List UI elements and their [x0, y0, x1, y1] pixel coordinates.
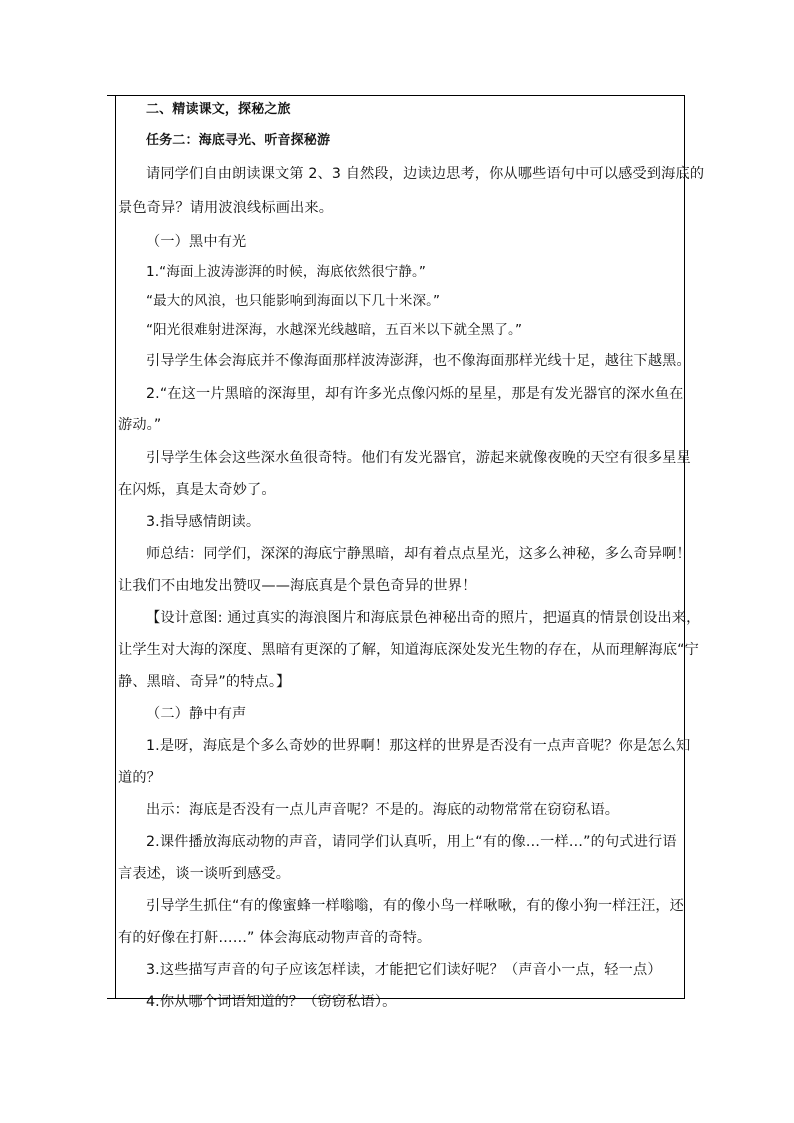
paragraph-line: 道的？ [118, 770, 162, 786]
paragraph-line: 让我们不由地发出赞叹——海底真是个景色奇异的世界！ [118, 578, 477, 594]
paragraph-line: 引导学生抓住“有的像蜜蜂一样嗡嗡，有的像小鸟一样啾啾，有的像小狗一样汪汪，还 [146, 898, 684, 914]
paragraph-line: 师总结：同学们，深深的海底宁静黑暗，却有着点点星光，这多么神秘，多么奇异啊！ [146, 546, 691, 562]
section-heading: 二、精读课文，探秘之旅 [146, 102, 291, 117]
paragraph-line: 引导学生体会海底并不像海面那样波涛澎湃，也不像海面那样光线十足，越往下越黑。 [146, 353, 691, 369]
paragraph-line: 有的好像在打鼾……” 体会海底动物声音的奇特。 [118, 930, 432, 946]
quote-line: “最大的风浪，也只能影响到海面以下几十米深。” [146, 293, 441, 309]
paragraph-line: 4.你从哪个词语知道的？（窃窃私语）。 [146, 994, 397, 1010]
paragraph-line: 2.课件播放海底动物的声音，请同学们认真听，用上“有的像…一样…”的句式进行语 [146, 834, 677, 850]
quote-line: 1.“海面上波涛澎湃的时候，海底依然很宁静。” [146, 264, 427, 280]
paragraph-line: 在闪烁，真是太奇妙了。 [118, 482, 276, 498]
design-intent-line: 让学生对大海的深度、黑暗有更深的了解，知道海底深处发光生物的存在，从而理解海底“宁 [118, 642, 700, 658]
paragraph-line: 1.是呀，海底是个多么奇妙的世界啊！那这样的世界是否没有一点声音呢？你是怎么知 [146, 738, 691, 754]
paragraph-line: 引导学生体会这些深水鱼很奇特。他们有发光器官，游起来就像夜晚的天空有很多星星 [146, 450, 691, 466]
paragraph-line: 游动。” [118, 417, 162, 433]
paragraph-line: 2.“在这一片黑暗的深海里，却有许多光点像闪烁的星星，那是有发光器官的深水鱼在 [146, 386, 684, 402]
subheading: （一）黑中有光 [146, 234, 247, 250]
paragraph-line: 出示：海底是否没有一点儿声音呢？不是的。海底的动物常常在窃窃私语。 [146, 802, 620, 818]
design-intent-line: 静、黑暗、奇异”的特点。】 [118, 674, 291, 690]
paragraph-line: 景色奇异？请用波浪线标画出来。 [118, 200, 334, 216]
paragraph-line: 言表述，谈一谈听到感受。 [118, 866, 291, 882]
subheading: （二）静中有声 [146, 706, 247, 722]
design-intent-line: 【设计意图: 通过真实的海浪图片和海底景色神秘出奇的照片，把逼真的情景创设出来， [146, 610, 701, 626]
table-left-margin [107, 95, 115, 999]
paragraph-line: 请同学们自由朗读课文第 2、3 自然段，边读边思考，你从哪些语句中可以感受到海底的 [146, 166, 705, 182]
paragraph-line: 3.指导感情朗读。 [146, 514, 261, 530]
paragraph-line: 3.这些描写声音的句子应该怎样读，才能把它们读好呢？（声音小一点，轻一点） [146, 962, 662, 978]
quote-line: “阳光很难射进深海，水越深光线越暗，五百米以下就全黑了。” [146, 322, 523, 338]
task-title: 任务二：海底寻光、听音探秘游 [146, 133, 331, 148]
